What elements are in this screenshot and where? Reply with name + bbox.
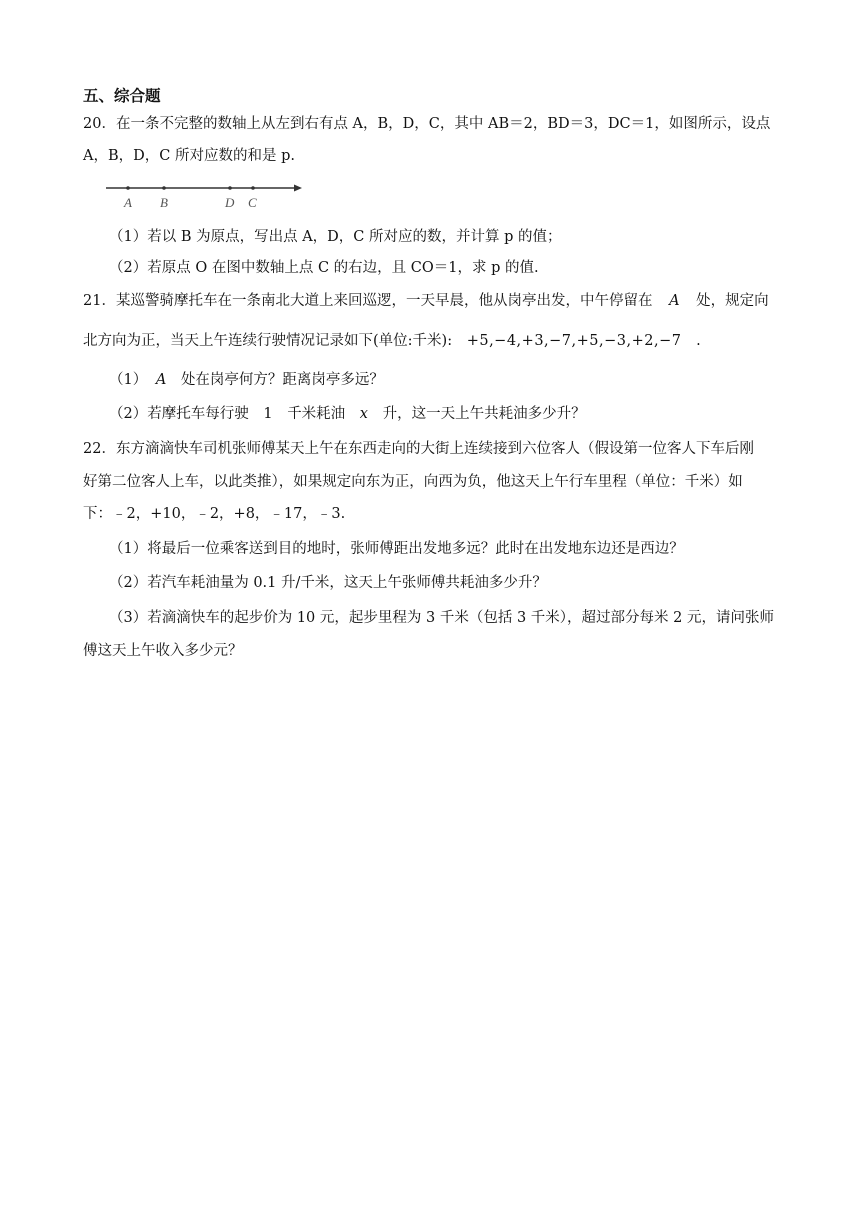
q21-sub-2 (109, 404, 586, 424)
point-c-label: C (248, 195, 257, 210)
q21-sub-1-var: A (155, 372, 167, 388)
q21-line-1-end: 处，规定向 (696, 293, 769, 309)
q20-sub-1: （1）若以 B 为原点，写出点 A，D，C 所对应的数，并计算 p 的值； (109, 229, 562, 245)
q22-sub-2: （2）若汽车耗油量为 0.1 升/千米，这天上午张师傅共耗油多少升？ (109, 575, 547, 591)
q22-line-1: 22．东方滴滴快车司机张师傅某天上午在东西走向的大街上连续接到六位客人（假设第一位客人下车后刚 (83, 441, 754, 457)
q21-record-values: +5,−4,+3,−7,+5,−3,+2,−7 (466, 333, 682, 349)
q21-line-2-text: 北方向为正，当天上午连续行驶情况记录如下(单位:千米): (83, 333, 453, 349)
q21-sub-2-var: x (359, 406, 368, 422)
q21-line-1 (83, 291, 769, 311)
q21-sub-1 (109, 370, 384, 390)
q21-sub-2-end: 升，这一天上午共耗油多少升？ (382, 406, 586, 422)
q21-line-2-period: . (696, 333, 701, 349)
q22-sub-3-line-2: 傅这天上午收入多少元？ (83, 643, 243, 659)
q21-sub-2-mid: 千米耗油 (287, 406, 346, 422)
point-d-label: D (225, 195, 235, 210)
number-line-figure (100, 178, 310, 210)
point-a-dot (126, 186, 130, 190)
q21-line-2 (83, 331, 701, 351)
q21-var-a: A (669, 293, 680, 309)
q20-line-1: 20．在一条不完整的数轴上从左到右有点 A，B，D，C，其中 AB＝2，BD＝3，DC＝1，如图所示，设点 (83, 116, 771, 132)
number-line-arrow (294, 185, 302, 192)
q21-sub-1-prefix: （1） (109, 372, 148, 388)
q22-line-3: 下：﹣2，+10，﹣2，+8，﹣17，﹣3. (83, 506, 346, 522)
point-b-label: B (160, 195, 168, 210)
q22-sub-3-line-1: （3）若滴滴快车的起步价为 10 元，起步里程为 3 千米（包括 3 千米），超过部分每米 2 元，请问张师 (109, 610, 774, 626)
q21-sub-2-prefix: （2）若摩托车每行驶 (109, 406, 249, 422)
point-c-dot (251, 186, 255, 190)
q21-sub-1-text: 处在岗亭何方？距离岗亭多远？ (180, 372, 384, 388)
q20-line-2: A，B，D，C 所对应数的和是 p. (83, 148, 295, 164)
q21-line-1-text: 21．某巡警骑摩托车在一条南北大道上来回巡逻，一天早晨，他从岗亭出发，中午停留在 (83, 293, 653, 309)
q21-sub-2-num: 1 (263, 406, 273, 422)
q22-line-2: 好第二位客人上车，以此类推），如果规定向东为正，向西为负，他这天上午行车里程（单位：千米）如 (83, 474, 743, 490)
point-b-dot (162, 186, 166, 190)
q20-sub-2: （2）若原点 O 在图中数轴上点 C 的右边，且 CO＝1，求 p 的值. (109, 260, 539, 276)
section-title: 五、综合题 (83, 87, 161, 105)
point-d-dot (228, 186, 232, 190)
point-a-label: A (124, 195, 132, 210)
q22-sub-1: （1）将最后一位乘客送到目的地时，张师傅距出发地多远？此时在出发地东边还是西边？ (109, 541, 684, 557)
